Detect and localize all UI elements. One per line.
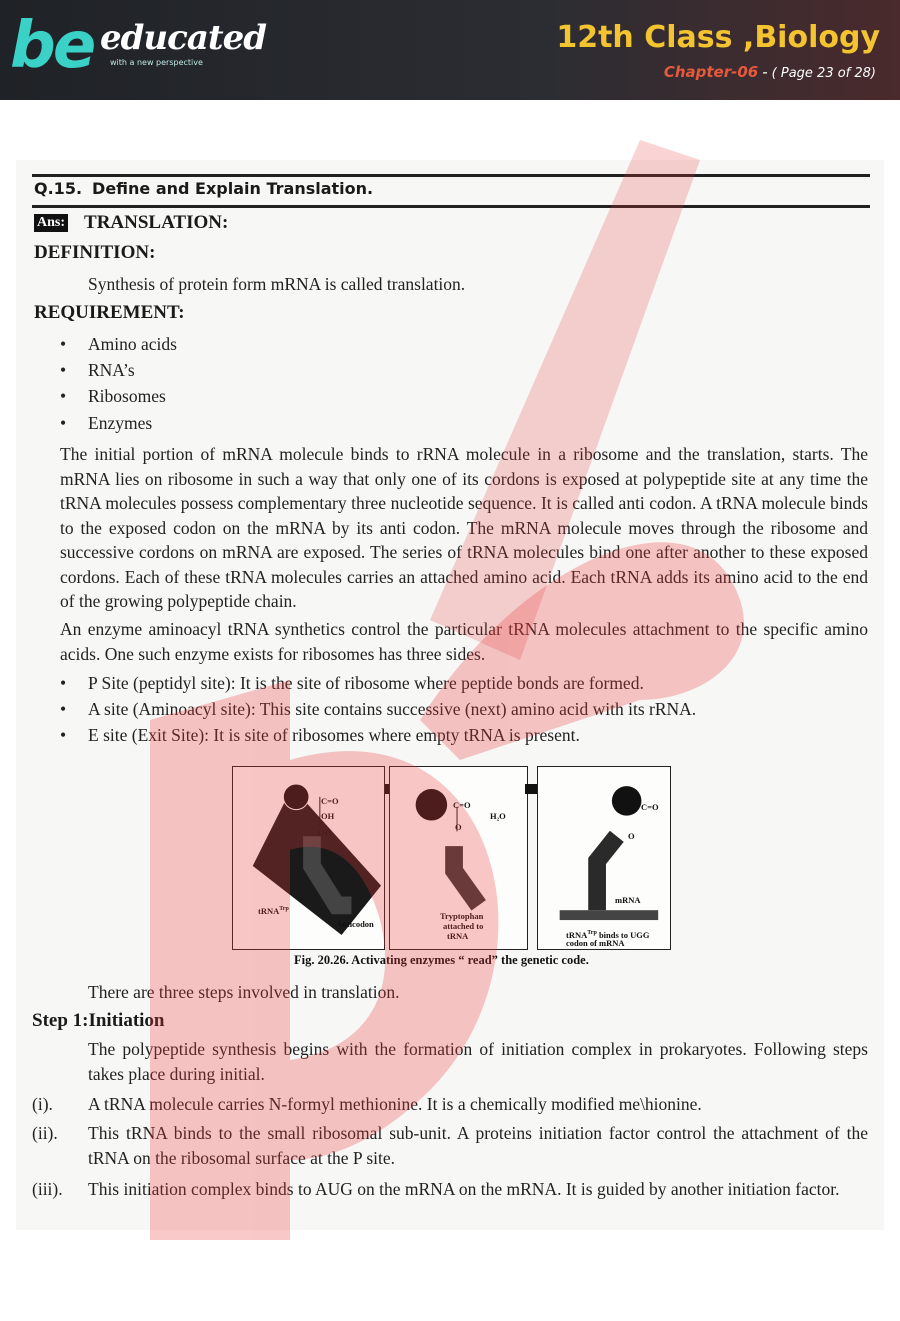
label-trna-2: tRNA bbox=[447, 931, 469, 941]
label-c-o-3: C=O bbox=[641, 802, 659, 812]
item-text: A tRNA molecule carries N-formyl methionine. It is a chemically modified me\hionine. bbox=[88, 1094, 702, 1114]
site-item-a: • A site (Aminoacyl site): This site contains successive (next) amino acid with its rRNA. bbox=[60, 699, 697, 719]
label-binds-trna: tRNA bbox=[566, 929, 588, 940]
enzyme-paragraph: An enzyme aminoacyl tRNA synthetics control the particular tRNA molecules attachment to the specific amino acids. One such enzyme exists for ribosomes has three sides. bbox=[60, 619, 868, 664]
definition-text: Synthesis of protein form mRNA is called translation. bbox=[88, 274, 466, 294]
translation-paragraph: The initial portion of mRNA molecule binds to rRNA molecule in a ribosome and the translation, starts. The mRNA lies on ribosome in such a way that only one of its cordons is exposed at polypeptide site at any time the tRNA molecules possess complementary three nucleotide sequence. It is called anti codon. A tRNA molecule binds to the exposed codon on the mRNA by its anti codon. The mRNA molecule moves through the ribosome and successive cordons on mRNA are exposed. The series of tRNA molecules bind one after another to these exposed cordons. Each of these tRNA molecules carries an attached amino acid. Each tRNA adds its amino acid to the end of the growing polypeptide chain. bbox=[60, 444, 868, 611]
definition-heading: DEFINITION: bbox=[34, 242, 156, 263]
label-anticodon: Anticodon bbox=[336, 919, 374, 929]
label-oh: OH bbox=[321, 811, 335, 821]
requirement-item-label: Amino acids bbox=[88, 334, 177, 354]
label-trp-superscript: Trp bbox=[279, 906, 289, 912]
requirement-item-label: Ribosomes bbox=[88, 386, 166, 406]
site-item-label: E site (Exit Site): It is site of ribosomes where empty tRNA is present. bbox=[88, 725, 580, 745]
item-number: (ii). bbox=[32, 1123, 58, 1143]
requirement-item: • Amino acids bbox=[60, 334, 177, 354]
trna-tube bbox=[597, 836, 617, 910]
label-codon: codon of mRNA bbox=[566, 938, 625, 948]
page-counter: ( Page 23 of 28) bbox=[771, 66, 876, 81]
label-trna-trp bbox=[258, 905, 289, 916]
amino-acid-ball bbox=[416, 789, 448, 821]
label-o-3: O bbox=[628, 831, 635, 841]
chapter-page-info bbox=[664, 62, 876, 81]
label-oh-2: OH bbox=[318, 828, 332, 838]
question-text: Define and Explain Translation. bbox=[92, 179, 374, 198]
step1-text: The polypeptide synthesis begins with the formation of initiation complex in prokaryotes. Following steps takes place during initial. bbox=[88, 1039, 868, 1084]
label-tryptophan: Tryptophan bbox=[440, 911, 484, 921]
item-text: This tRNA binds to the small ribosomal sub-unit. A proteins initiation factor control the attachment of the tRNA on the ribosomal surface at the P site. bbox=[88, 1123, 868, 1168]
label-binds-rest: binds to UGG bbox=[596, 929, 650, 940]
chapter-label: Chapter-06 bbox=[663, 63, 759, 81]
label-c-o-2: C=O bbox=[453, 800, 471, 810]
steps-intro: There are three steps involved in translation. bbox=[88, 982, 400, 1002]
requirement-item-label: RNA’s bbox=[88, 360, 135, 380]
amino-acid-ball bbox=[612, 786, 642, 816]
label-trna-text: tRNA bbox=[258, 905, 280, 916]
amino-acid-ball bbox=[283, 784, 309, 810]
class-subject-title: 12th Class ,Biology bbox=[556, 20, 880, 55]
figure-caption: Fig. 20.26. Activating enzymes “ read” the genetic code. bbox=[294, 953, 589, 967]
requirement-item: • RNA’s bbox=[60, 360, 135, 380]
separator-dash: - bbox=[762, 63, 768, 81]
question-heading bbox=[34, 179, 373, 198]
item-number: (i). bbox=[32, 1094, 53, 1114]
question-rule bbox=[32, 205, 870, 208]
label-c-o: C=O bbox=[321, 796, 339, 806]
logo-be-mark: be bbox=[10, 9, 94, 83]
mrna-strand bbox=[560, 910, 659, 920]
step1-heading: Step 1:Initiation bbox=[32, 1010, 165, 1031]
requirement-item: • Enzymes bbox=[60, 413, 153, 433]
logo-wordmark: educated bbox=[100, 18, 266, 58]
requirement-item-label: Enzymes bbox=[88, 413, 153, 433]
trna-tube bbox=[454, 846, 479, 905]
item-number: (iii). bbox=[32, 1179, 63, 1199]
label-binds-superscript: Trp bbox=[587, 930, 597, 936]
site-item-label: P Site (peptidyl site): It is the site of ribosome where peptide bonds are formed. bbox=[88, 673, 644, 693]
page-header bbox=[0, 0, 900, 100]
answer-tag: Ans: bbox=[34, 214, 68, 232]
question-number: Q.15. bbox=[34, 179, 83, 198]
site-item-label: A site (Aminoacyl site): This site contains successive (next) amino acid with its rRNA. bbox=[88, 699, 697, 719]
item-text: This initiation complex binds to AUG on the mRNA on the mRNA. It is guided by another initiation factor. bbox=[88, 1179, 840, 1199]
answer-heading bbox=[34, 212, 228, 234]
beeducated-logo bbox=[10, 6, 266, 96]
requirement-heading: REQUIREMENT: bbox=[34, 302, 185, 323]
logo-tagline: with a new perspective bbox=[110, 58, 203, 67]
panel-3-drawing bbox=[538, 767, 670, 949]
answer-title: TRANSLATION: bbox=[84, 212, 229, 233]
label-o: O bbox=[455, 822, 462, 832]
site-item-p: • P Site (peptidyl site): It is the site of ribosome where peptide bonds are formed. bbox=[60, 673, 644, 693]
label-attached: attached to bbox=[443, 921, 484, 931]
label-mrna: mRNA bbox=[615, 895, 641, 905]
label-h2o: H₂O bbox=[490, 811, 506, 821]
site-item-e: • E site (Exit Site): It is site of ribosomes where empty tRNA is present. bbox=[60, 725, 580, 745]
requirement-item: • Ribosomes bbox=[60, 386, 166, 406]
figure-panel-3 bbox=[537, 766, 671, 950]
top-rule bbox=[32, 174, 870, 177]
